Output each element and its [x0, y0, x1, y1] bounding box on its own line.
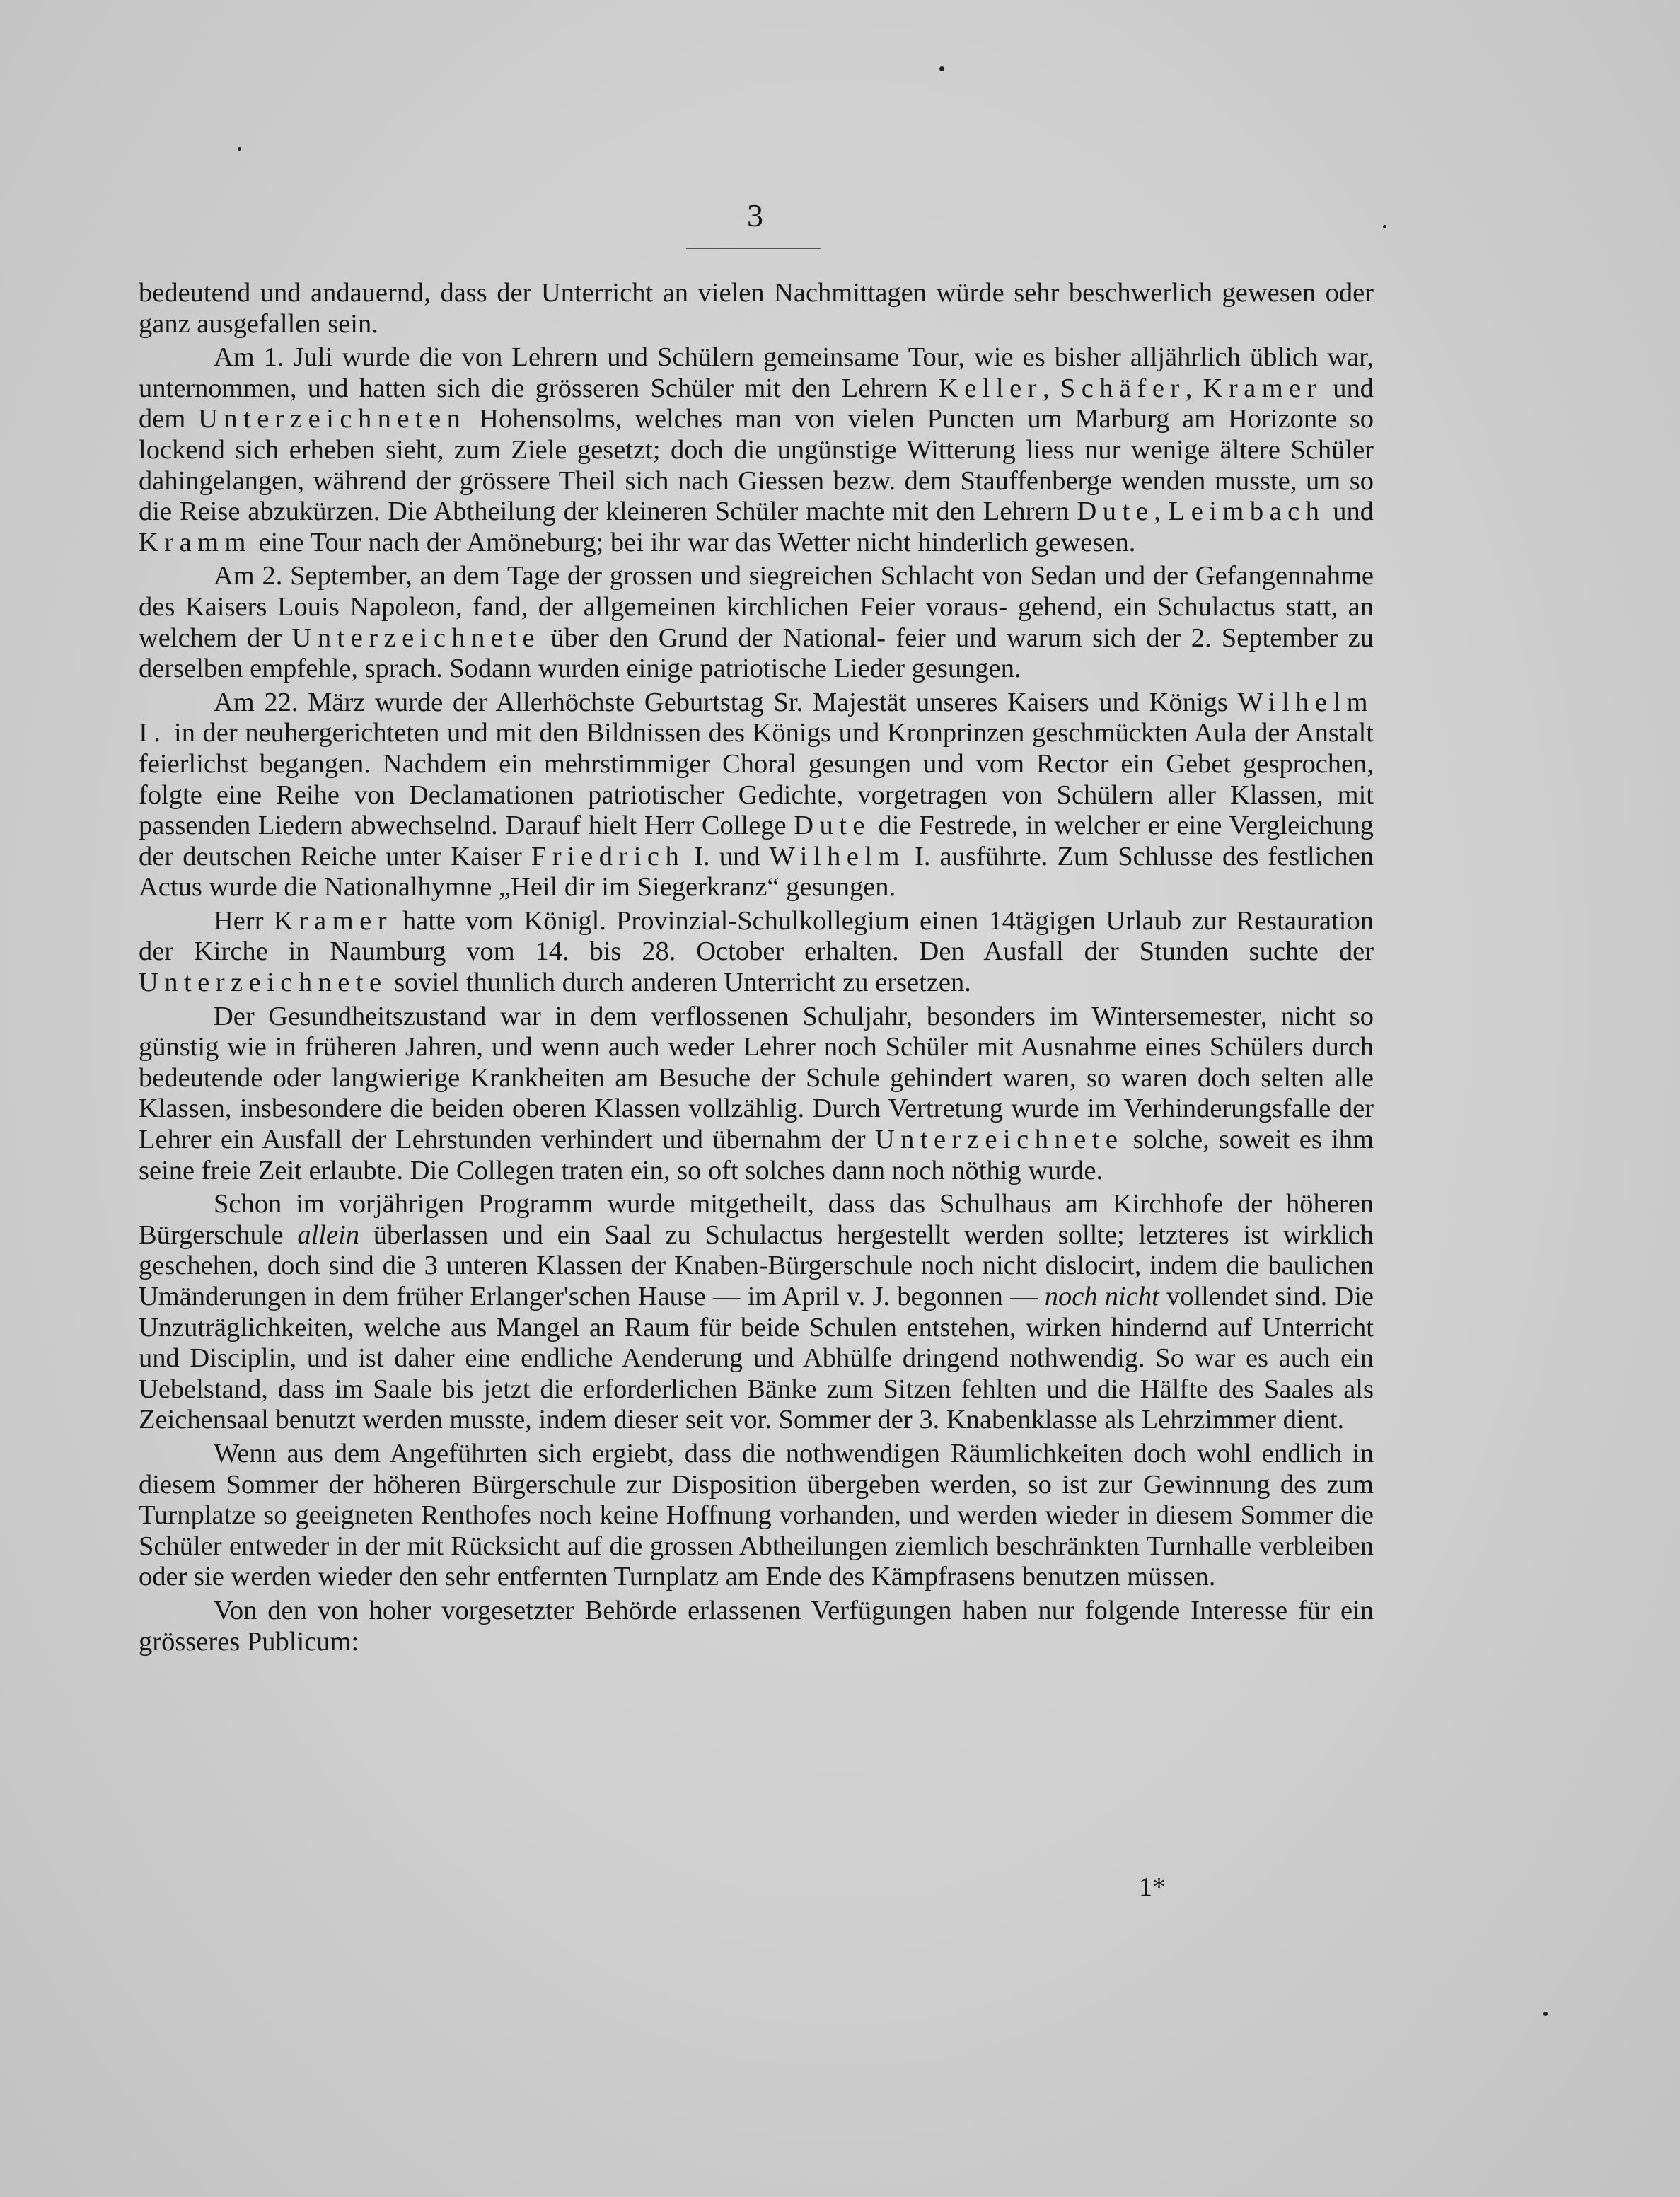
body-text [139, 278, 1374, 1660]
text-run: , [1185, 373, 1203, 403]
spaced-name: Kramm [139, 527, 252, 557]
text-run: , [1042, 373, 1060, 403]
italic-run: allein [297, 1219, 360, 1250]
header-rule [686, 248, 821, 249]
paragraph-schoolhouse [139, 1189, 1374, 1436]
text-run: und dem [139, 373, 1374, 434]
text-run: Hohensolms, welches man von vielen Puncten um Marburg am Horizonte so lockend sich erheben sieht, zum Ziele gesetzt; doch die ungünstige Witterung liess nur wenige ältere Schüler dahingelangen, während der grössere Theil sich nach Giessen bezw. dem Stauffenberge wenden musste, um so die Reise abzukürzen. Die Abtheilung der kleineren Schüler machte mit den Lehrern [139, 404, 1374, 527]
paragraph-sedan [139, 561, 1374, 684]
text-run: , [1154, 497, 1169, 527]
text-run: die Festrede, in welcher er eine Vergleichung der deutschen Reiche unter Kaiser [139, 811, 1374, 871]
spaced-name: Unterzeichnete [291, 622, 541, 653]
text-run: Herr [214, 905, 274, 936]
text-run: Am 1. Juli wurde die von Lehrern und Schülern gemeinsame Tour, wie es bisher alljährlich üblich war, unternommen, und hatten sich die grösseren Schüler mit den Lehrern [139, 342, 1374, 403]
text-run: I. und [685, 841, 770, 871]
spaced-name: Dute [1077, 497, 1154, 527]
text-run: in der neuhergerichteten und mit den Bildnissen des Königs und Kronprinzen geschmückten Aula der Anstalt feierlichst begangen. Nachdem ein mehrstimmiger Choral gesungen und vom Rector ein Gebet gesprochen, folgte eine Reihe von Declamationen patriotischer Gedichte, vorgetragen von Schülern aller Klassen, mit passenden Liedern abwechselnd. Darauf hielt Herr College [139, 718, 1374, 841]
italic-run: noch nicht [1044, 1282, 1159, 1311]
text-run: und [1325, 497, 1374, 527]
spaced-name: Leimbach [1168, 497, 1326, 527]
text-run: vollendet sind. Die Unzuträglichkeiten, welche aus Mangel an Raum für beide Schulen entstehen, wirken hindernd auf Unterricht und Disciplin, und ist daher eine endliche Aenderung und Abhülfe dringend nothwendig. So war es auch ein Uebelstand, dass im Saale bis jetzt die erforderlichen Bänke zum Sitzen fehlten und die Hälfte des Saales als Zeichensaal benutzt werden musste, indem dieser seit vor. Sommer der 3. Knabenklasse als Lehrzimmer dient. [139, 1282, 1374, 1435]
spaced-name: Wilhelm I. [139, 687, 1374, 748]
paragraph-health [139, 1002, 1374, 1187]
spaced-name: Dute [794, 811, 871, 841]
speck-mark [939, 66, 944, 71]
paragraph-leave [139, 906, 1374, 999]
paragraph-continuation [139, 278, 1374, 340]
signature-mark: 1* [1139, 1872, 1166, 1902]
text-run: über den Grund der National- feier und warum sich der 2. September zu derselben empfehle, sprach. Sodann wurden einige patriotische Lieder gesungen. [139, 622, 1374, 684]
text-run: Am 2. September, an dem Tage der grossen und siegreichen Schlacht von Sedan und der Gefangennahme des Kaisers Louis Napoleon, fand, der allgemeinen kirchlichen Feier voraus- gehend, ein Schulactus statt, an welchem der [139, 561, 1374, 653]
text-run: solche, soweit es ihm seine freie Zeit erlaubte. Die Collegen traten ein, so oft solches dann noch nöthig wurde. [139, 1125, 1374, 1186]
page-number: 3 [747, 197, 763, 233]
spaced-name: Wilhelm [769, 841, 905, 871]
paragraph-tour [139, 342, 1374, 558]
text-run: hatte vom Königl. Provinzial-Schulkollegium einen 14tägigen Urlaub zur Restauration der Kirche in Naumburg vom 14. bis 28. October erhalten. Den Ausfall der Stunden suchte der [139, 905, 1374, 967]
spaced-name: Unterzeichneten [198, 404, 467, 434]
text-run: Schon im vorjährigen Programm wurde mitgetheilt, dass das Schulhaus am Kirchhofe der höheren Bürgerschule [139, 1189, 1374, 1250]
text-run: Am 22. März wurde der Allerhöchste Geburtstag Sr. Majestät unseres Kaisers und Königs [214, 687, 1238, 717]
spaced-name: Schäfer [1060, 373, 1186, 403]
speck-mark [238, 147, 241, 151]
spaced-name: Keller [938, 373, 1043, 403]
text-run: eine Tour nach der Amöneburg; bei ihr war das Wetter nicht hinderlich gewesen. [251, 527, 1136, 557]
speck-mark [1383, 225, 1386, 228]
speck-mark [1543, 2012, 1548, 2016]
text-run: I. ausführte. Zum Schlusse des festlichen Actus wurde die Nationalhymne „Heil dir im Siegerkranz“ gesungen. [139, 841, 1374, 903]
text-run: überlassen und ein Saal zu Schulactus hergestellt werden sollte; letzteres ist wirklich geschehen, doch sind die 3 unteren Klassen der Knaben-Bürgerschule noch nicht dislocirt, indem die baulichen Umänderungen in dem früher Erlanger'schen Hause — im April v. J. begonnen — [139, 1219, 1374, 1311]
text-run: bedeutend und andauernd, dass der Unterricht an vielen Nachmittagen würde sehr beschwerlich gewesen oder ganz ausgefallen sein. [139, 278, 1374, 339]
text-run: Der Gesundheitszustand war in dem verflossenen Schuljahr, besonders im Wintersemester, nicht so günstig wie in früheren Jahren, und wenn auch weder Lehrer noch Schüler mit Ausnahme eines Schülers durch bedeutende oder langwierige Krankheiten am Besuche der Schule gehindert waren, so waren doch selten alle Klassen, insbesondere die beiden oberen Klassen vollzählig. Durch Vertretung wurde im Verhinderungsfalle der Lehrer ein Ausfall der Lehrstunden verhindert und übernahm der [139, 1001, 1374, 1155]
spaced-name: Unterzeichnete [139, 968, 388, 998]
spaced-name: Unterzeichnete [874, 1125, 1124, 1155]
text-run: Von den von hoher vorgesetzter Behörde erlassenen Verfügungen haben nur folgende Interesse für ein grösseres Publicum: [139, 1595, 1374, 1657]
spaced-name: Kramer [1203, 373, 1322, 403]
spaced-name: Kramer [273, 905, 393, 936]
paragraph-birthday [139, 688, 1374, 903]
text-run: soviel thunlich durch anderen Unterricht zu ersetzen. [387, 968, 971, 998]
spaced-name: Friedrich [531, 841, 685, 871]
text-run: Wenn aus dem Angeführten sich ergiebt, dass die nothwendigen Räumlichkeiten doch wohl endlich in diesem Sommer der höheren Bürgerschule zur Disposition übergeben werden, so ist zur Gewinnung des zum Turnplatze so geeigneten Renthofes noch keine Hoffnung vorhanden, und werden wieder in diesem Sommer die Schüler entweder in der mit Rücksicht auf die grossen Abtheilungen ziemlich beschränkten Turnhalle verbleiben oder sie werden wieder den sehr entfernten Turnplatz am Ende des Kämpfrasens benutzen müssen. [139, 1438, 1374, 1592]
paragraph-verfuegungen [139, 1596, 1374, 1657]
paragraph-turnplatz [139, 1439, 1374, 1593]
